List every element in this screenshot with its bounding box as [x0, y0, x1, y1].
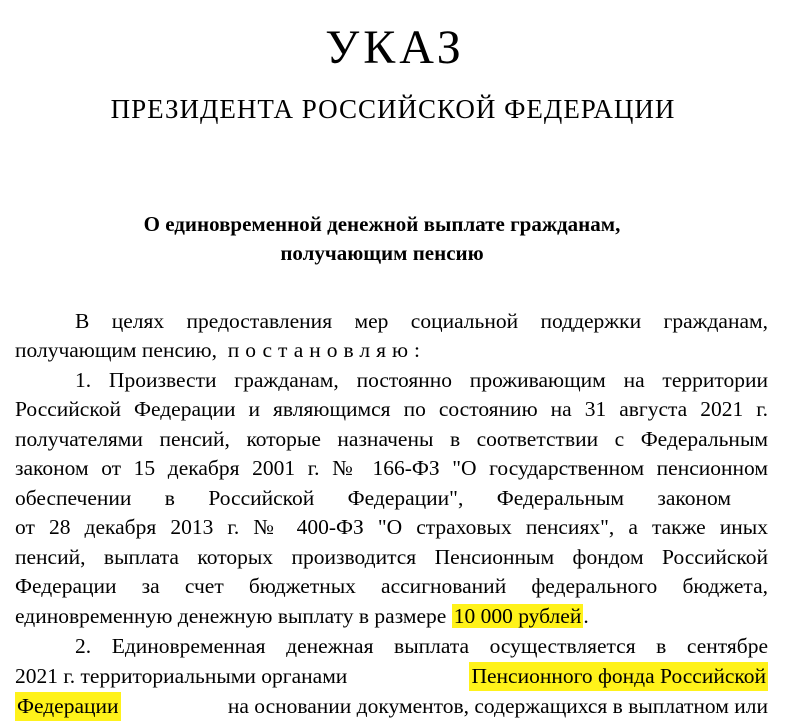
clause-1-line-3: получателями пенсий, которые назначены в соответствии с Федеральным — [15, 427, 768, 451]
preamble-text: получающим пенсию, — [15, 338, 217, 362]
clause-1-line-9 — [15, 602, 768, 631]
preamble-line-2 — [15, 336, 768, 365]
clause-1-line-4: законом от 15 декабря 2001 г. № 166-ФЗ "О государственном пенсионном — [15, 456, 768, 480]
decree-operative-word: постановляю: — [227, 338, 427, 362]
decree-issuer: ПРЕЗИДЕНТА РОССИЙСКОЙ ФЕДЕРАЦИИ — [110, 94, 676, 124]
decree-heading: УКАЗ — [325, 21, 465, 74]
clause-1-line-5: обеспечении в Российской Федерации", Федеральным законом — [15, 486, 731, 510]
clause-1-line-8: Федерации за счет бюджетных ассигнований федерального бюджета, — [15, 574, 768, 598]
payment-amount-highlight: 10 000 рублей — [453, 604, 582, 628]
clause-2-line-3 — [15, 692, 768, 721]
federation-highlight: Федерации — [15, 692, 121, 721]
clause-1-line-1: 1. Произвести гражданам, постоянно проживающим на территории — [75, 368, 768, 392]
clause-1-line-7: пенсий, выплата которых производится Пенсионным фондом Российской — [15, 545, 768, 569]
clause-1-line-2: Российской Федерации и являющимся по состоянию на 31 августа 2021 г. — [15, 397, 768, 421]
clause-1-line-9-text: единовременную денежную выплату в размере — [15, 604, 447, 628]
clause-1-line-6: от 28 декабря 2013 г. № 400-ФЗ "О страховых пенсиях", а также иных — [15, 515, 768, 539]
decree-title — [0, 210, 764, 268]
decree-title-line-2: получающим пенсию — [280, 241, 484, 265]
clause-2-line-2 — [15, 662, 768, 691]
clause-2-line-1: 2. Единовременная денежная выплата осуществляется в сентябре — [75, 634, 768, 658]
pension-fund-highlight: Пенсионного фонда Российской — [469, 662, 768, 691]
clause-1-line-9-end: . — [583, 604, 589, 628]
clause-2-line-3-text: на основании документов, содержащихся в выплатном или — [227, 694, 768, 718]
clause-2-line-2-text: 2021 г. территориальными органами — [15, 664, 348, 688]
decree-title-line-1: О единовременной денежной выплате гражданам, — [143, 212, 621, 236]
preamble-line-1: В целях предоставления мер социальной поддержки гражданам, — [75, 309, 768, 333]
